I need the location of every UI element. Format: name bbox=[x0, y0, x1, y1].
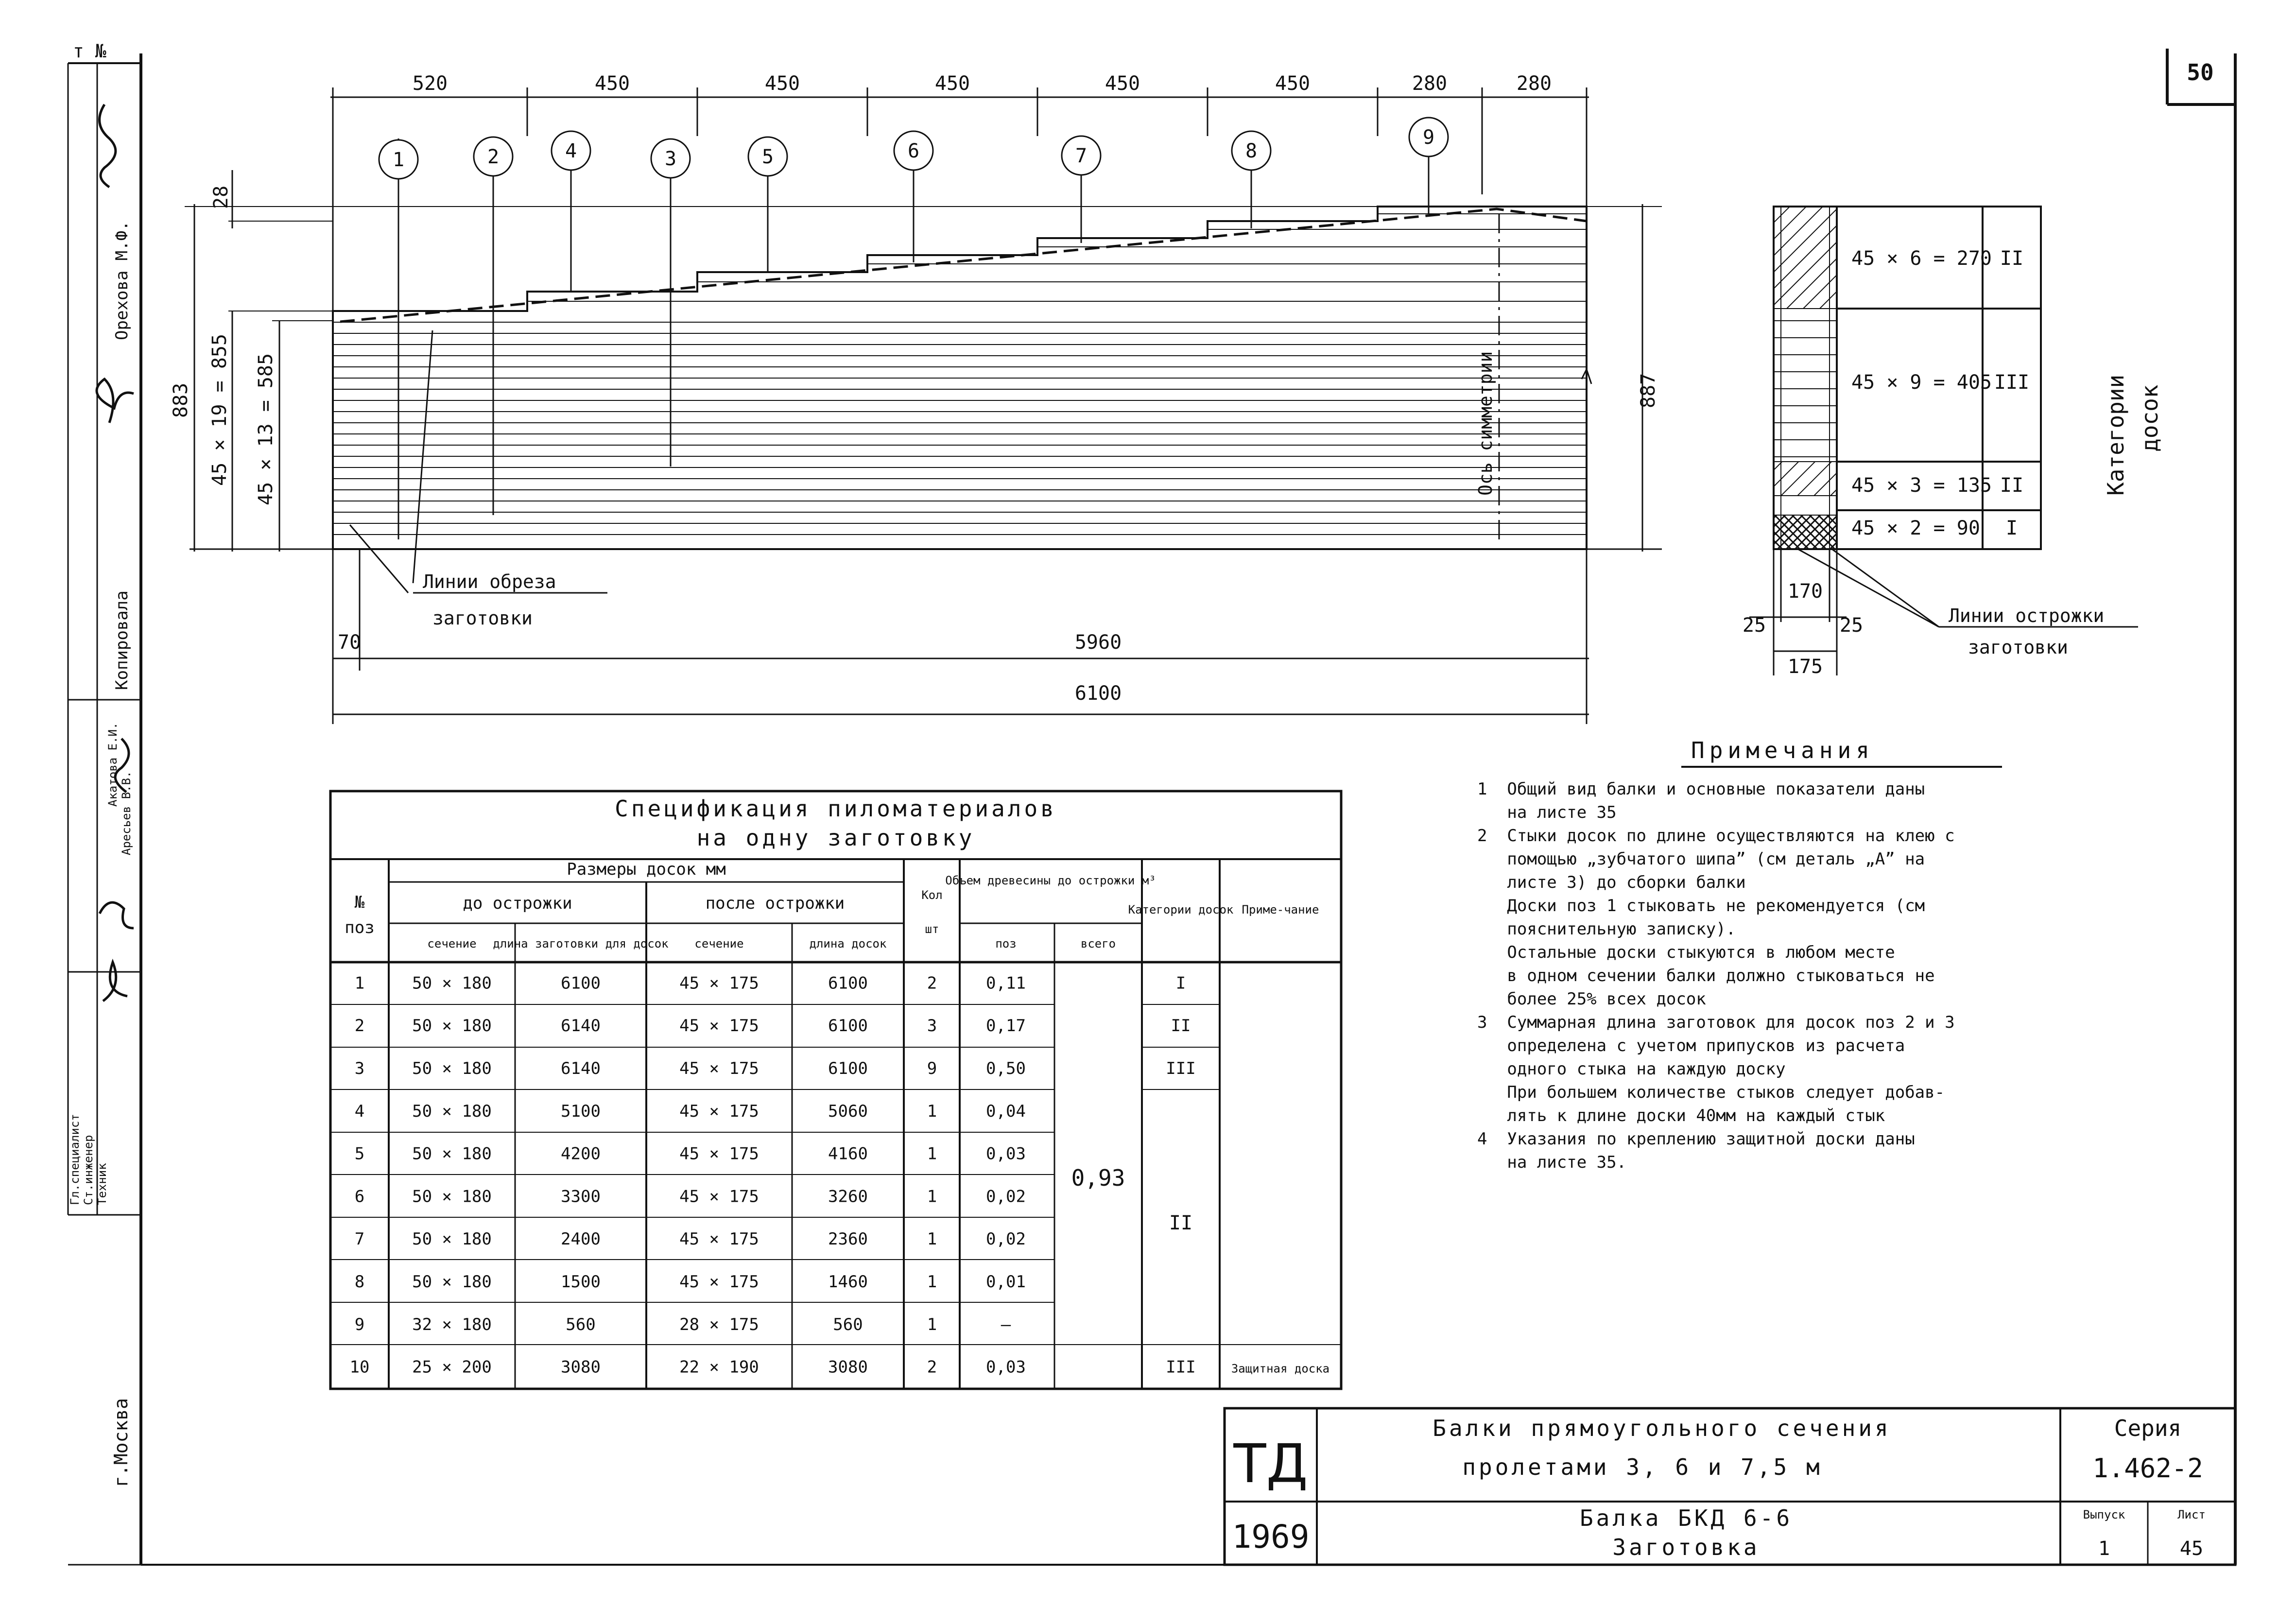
spec-header-note: Приме-чание bbox=[1242, 903, 1319, 916]
title-line-2: пролетами 3, 6 и 7,5 м bbox=[1462, 1454, 1823, 1480]
spec-header-no: № bbox=[354, 893, 365, 912]
spec-cell-len2: 2360 bbox=[828, 1229, 868, 1249]
spec-header-section-2: сечение bbox=[694, 937, 744, 950]
spec-cell-vol: 0,02 bbox=[986, 1229, 1026, 1249]
strip-role-copied: Копировала bbox=[112, 590, 132, 690]
section-vertical-label-2: досок bbox=[2137, 384, 2163, 452]
spec-cell-vol: 0,02 bbox=[986, 1187, 1026, 1207]
spec-cell-len1: 6140 bbox=[561, 1059, 601, 1079]
spec-cell-qty: 1 bbox=[927, 1229, 937, 1249]
note-line: Доски поз 1 стыковать не рекомендуется (см bbox=[1477, 896, 1925, 916]
spec-cell-sec1: 50 × 180 bbox=[412, 1059, 492, 1079]
series-label: Серия bbox=[2114, 1415, 2182, 1441]
spec-cell-len2: 6100 bbox=[828, 973, 868, 993]
spec-cell-pos: 9 bbox=[354, 1314, 365, 1334]
spec-cell-vol: 0,50 bbox=[986, 1059, 1026, 1079]
dim-883: 883 bbox=[170, 382, 192, 418]
note-line: листе 3) до сборки балки bbox=[1477, 873, 1746, 892]
section-dim-25b: 25 bbox=[1839, 614, 1864, 637]
cut-line-label-2: заготовки bbox=[432, 607, 533, 629]
spec-cell-len1: 3300 bbox=[561, 1187, 601, 1207]
spec-cell-pos: 3 bbox=[354, 1059, 365, 1079]
spec-cell-sec2: 45 × 175 bbox=[679, 1229, 759, 1249]
spec-cell-sec2: 45 × 175 bbox=[679, 1016, 759, 1036]
note-line: одного стыка на каждую доску bbox=[1477, 1059, 1786, 1079]
spec-cell-len1: 560 bbox=[566, 1314, 596, 1334]
spec-header-after: после острожки bbox=[705, 894, 845, 913]
strip-header: т № bbox=[73, 40, 106, 62]
spec-cell-qty: 2 bbox=[927, 973, 937, 993]
marker-9: 9 bbox=[1422, 126, 1435, 149]
subtitle-line-1: Балка БКД 6-6 bbox=[1579, 1505, 1793, 1531]
spec-header-length: длина досок bbox=[809, 937, 887, 950]
spec-cell-sec2: 45 × 175 bbox=[679, 1272, 759, 1292]
spec-table-grid bbox=[330, 791, 1341, 1389]
spec-cell-qty: 3 bbox=[927, 1016, 937, 1036]
spec-cell-sec1: 50 × 180 bbox=[412, 1229, 492, 1249]
top-dim-5: 450 bbox=[1105, 72, 1140, 95]
strip-city: г.Москва bbox=[110, 1398, 132, 1487]
spec-cell-sec2: 45 × 175 bbox=[679, 1144, 759, 1164]
cut-line-label: Линии обреза bbox=[423, 571, 556, 592]
top-dim-3: 450 bbox=[764, 72, 800, 95]
spec-table-body bbox=[350, 973, 1330, 1377]
spec-title-2: на одну заготовку bbox=[696, 825, 975, 851]
marker-7: 7 bbox=[1075, 145, 1088, 167]
spec-cell-pos: 4 bbox=[354, 1101, 365, 1121]
spec-cell-len1: 4200 bbox=[561, 1144, 601, 1164]
spec-cell-qty: 2 bbox=[927, 1357, 937, 1377]
spec-cell-len2: 1460 bbox=[828, 1272, 868, 1292]
spec-header-pos: поз bbox=[345, 918, 375, 937]
spec-cell-vol: 0,03 bbox=[986, 1357, 1026, 1377]
spec-cell-vol: 0,03 bbox=[986, 1144, 1026, 1164]
spec-cell-sec2: 22 × 190 bbox=[679, 1357, 759, 1377]
marker-1: 1 bbox=[392, 149, 405, 171]
spec-cell-len1: 5100 bbox=[561, 1101, 601, 1121]
note-line: 2 Стыки досок по длине осуществляются на клею с bbox=[1477, 826, 1955, 846]
spec-header-qty-unit: шт bbox=[925, 922, 939, 936]
spec-cell-vol: 0,01 bbox=[986, 1272, 1026, 1292]
note-line: более 25% всех досок bbox=[1477, 989, 1706, 1009]
strip-name-akatova: Акатова Е.И. bbox=[106, 722, 120, 807]
spec-cell-cat: I bbox=[1175, 973, 1186, 993]
spec-cell-sec1: 32 × 180 bbox=[412, 1314, 492, 1334]
spec-header-vol-pos: поз bbox=[995, 937, 1017, 950]
marker-6: 6 bbox=[907, 140, 920, 162]
notes-list bbox=[1477, 779, 1955, 1172]
marker-3: 3 bbox=[664, 148, 677, 170]
top-dim-8: 280 bbox=[1516, 72, 1552, 95]
section-dim-175: 175 bbox=[1787, 656, 1823, 678]
spec-cell-len1: 6140 bbox=[561, 1016, 601, 1036]
spec-cell-cat: III bbox=[1166, 1059, 1196, 1079]
spec-cell-note: Защитная доска bbox=[1231, 1362, 1330, 1376]
spec-cell-len2: 3260 bbox=[828, 1187, 868, 1207]
section-row-4-formula: 45 × 2 = 90 bbox=[1851, 517, 1980, 539]
note-line: 4 Указания по креплению защитной доски даны bbox=[1477, 1129, 1915, 1149]
section-row-1-category: II bbox=[2000, 247, 2024, 270]
dim-6100: 6100 bbox=[1074, 682, 1122, 705]
dim-5960: 5960 bbox=[1074, 631, 1122, 654]
spec-cell-sec2: 28 × 175 bbox=[679, 1314, 759, 1334]
note-line: определена с учетом припусков из расчета bbox=[1477, 1036, 1905, 1055]
section-row-4-category: I bbox=[2005, 517, 2018, 539]
note-line: на листе 35. bbox=[1477, 1153, 1627, 1172]
spec-cell-sec1: 50 × 180 bbox=[412, 1272, 492, 1292]
note-line: При большем количестве стыков следует добав- bbox=[1477, 1083, 1945, 1102]
spec-cell-cat: III bbox=[1166, 1357, 1196, 1377]
spec-header-category: Категории досок bbox=[1128, 903, 1234, 916]
spec-header-volume: Объем древесины до острожки м³ bbox=[945, 874, 1156, 887]
strip-name-orekhova: Орехова М.Ф. bbox=[112, 221, 132, 340]
note-line: на листе 35 bbox=[1477, 803, 1617, 822]
top-dim-7: 280 bbox=[1412, 72, 1448, 95]
spec-cell-qty: 1 bbox=[927, 1272, 937, 1292]
spec-cell-pos: 5 bbox=[354, 1144, 365, 1164]
spec-cell-sec2: 45 × 175 bbox=[679, 973, 759, 993]
spec-cell-pos: 8 bbox=[354, 1272, 365, 1292]
note-line: 1 Общий вид балки и основные показатели даны bbox=[1477, 779, 1925, 799]
spec-header-length-blank: длина заготовки для досок bbox=[493, 937, 669, 950]
spec-cell-qty: 9 bbox=[927, 1059, 937, 1079]
dim-70: 70 bbox=[338, 631, 362, 654]
spec-cell-qty: 1 bbox=[927, 1144, 937, 1164]
top-dim-6: 450 bbox=[1275, 72, 1311, 95]
strip-role-chief: Гл.специалист bbox=[68, 1114, 82, 1205]
title-year: 1969 bbox=[1232, 1518, 1310, 1555]
spec-cell-sec1: 25 × 200 bbox=[412, 1357, 492, 1377]
note-line: Остальные доски стыкуются в любом месте bbox=[1477, 943, 1895, 962]
spec-cell-pos: 2 bbox=[354, 1016, 365, 1036]
spec-header-section-1: сечение bbox=[427, 937, 477, 950]
spec-header-qty: Кол bbox=[921, 888, 943, 902]
spec-cell-sec2: 45 × 175 bbox=[679, 1101, 759, 1121]
section-vertical-label-1: Категории bbox=[2103, 374, 2129, 496]
spec-cell-len1: 2400 bbox=[561, 1229, 601, 1249]
spec-cell-vol: — bbox=[1001, 1314, 1011, 1334]
spec-merged-category: II bbox=[1169, 1212, 1193, 1234]
spec-cell-len1: 1500 bbox=[561, 1272, 601, 1292]
spec-cell-sec2: 45 × 175 bbox=[679, 1187, 759, 1207]
section-dim-25a: 25 bbox=[1742, 614, 1766, 637]
dim-28: 28 bbox=[210, 185, 232, 209]
spec-cell-qty: 1 bbox=[927, 1314, 937, 1334]
note-line: пояснительную записку). bbox=[1477, 919, 1736, 939]
marker-8: 8 bbox=[1245, 140, 1258, 162]
spec-cell-vol: 0,17 bbox=[986, 1016, 1026, 1036]
plane-line-label-1: Линии острожки bbox=[1949, 605, 2105, 626]
spec-cell-sec1: 50 × 180 bbox=[412, 1144, 492, 1164]
sheet-number: 50 bbox=[2187, 59, 2214, 86]
spec-title-1: Спецификация пиломатериалов bbox=[615, 795, 1057, 822]
issue-label: Выпуск bbox=[2083, 1508, 2125, 1521]
spec-cell-len1: 3080 bbox=[561, 1357, 601, 1377]
notes-title: Примечания bbox=[1691, 737, 1874, 763]
spec-cell-len2: 5060 bbox=[828, 1101, 868, 1121]
spec-cell-qty: 1 bbox=[927, 1187, 937, 1207]
spec-cell-sec1: 50 × 180 bbox=[412, 973, 492, 993]
dim-585: 45 × 13 = 585 bbox=[255, 353, 277, 505]
sheet-frame bbox=[141, 49, 2235, 1565]
title-line-1: Балки прямоугольного сечения bbox=[1433, 1415, 1891, 1441]
spec-cell-len1: 6100 bbox=[561, 973, 601, 993]
spec-cell-sec1: 50 × 180 bbox=[412, 1016, 492, 1036]
subtitle-line-2: Заготовка bbox=[1612, 1534, 1760, 1560]
sheet-value: 45 bbox=[2179, 1538, 2204, 1560]
section-dim-170: 170 bbox=[1787, 580, 1823, 603]
spec-cell-sec1: 50 × 180 bbox=[412, 1101, 492, 1121]
dim-887: 887 bbox=[1637, 373, 1659, 408]
spec-cell-pos: 7 bbox=[354, 1229, 365, 1249]
series-value: 1.462-2 bbox=[2092, 1453, 2203, 1484]
note-line: в одном сечении балки должно стыковаться не bbox=[1477, 966, 1935, 985]
spec-header-before: до острожки bbox=[463, 894, 572, 913]
section-row-1-formula: 45 × 6 = 270 bbox=[1851, 247, 1992, 270]
issue-value: 1 bbox=[2098, 1538, 2110, 1560]
spec-cell-pos: 1 bbox=[354, 973, 365, 993]
marker-4: 4 bbox=[565, 140, 577, 162]
note-line: 3 Суммарная длина заготовок для досок поз 2 и 3 bbox=[1477, 1013, 1955, 1032]
spec-cell-pos: 10 bbox=[349, 1357, 370, 1377]
spec-cell-len2: 6100 bbox=[828, 1059, 868, 1079]
beam-elevation bbox=[185, 87, 1662, 724]
plane-line-label-2: заготовки bbox=[1968, 637, 2068, 658]
spec-cell-sec1: 50 × 180 bbox=[412, 1187, 492, 1207]
spec-cell-qty: 1 bbox=[927, 1101, 937, 1121]
spec-header-vol-total: всего bbox=[1080, 937, 1116, 950]
spec-cell-vol: 0,04 bbox=[986, 1101, 1026, 1121]
spec-cell-vol: 0,11 bbox=[986, 973, 1026, 993]
spec-total-volume: 0,93 bbox=[1071, 1165, 1125, 1191]
note-line: помощью „зубчатого шипа” (см деталь „А” на bbox=[1477, 849, 1925, 869]
title-code: ТД bbox=[1233, 1433, 1308, 1495]
section-row-2-formula: 45 × 9 = 405 bbox=[1851, 371, 1992, 394]
dim-855: 45 × 19 = 855 bbox=[208, 333, 231, 486]
spec-cell-len2: 4160 bbox=[828, 1144, 868, 1164]
spec-cell-len2: 560 bbox=[833, 1314, 863, 1334]
section-row-3-formula: 45 × 3 = 135 bbox=[1851, 474, 1992, 497]
marker-5: 5 bbox=[761, 146, 774, 168]
strip-role-technician: Техник bbox=[95, 1163, 109, 1205]
symmetry-axis-label: Ось симметрии bbox=[1475, 351, 1496, 496]
section-row-2-category: III bbox=[1994, 371, 2030, 394]
section-row-3-category: II bbox=[2000, 474, 2024, 497]
top-dim-1: 520 bbox=[412, 72, 448, 95]
spec-cell-sec2: 45 × 175 bbox=[679, 1059, 759, 1079]
strip-role-engineer: Ст.инженер bbox=[82, 1135, 95, 1205]
top-dim-4: 450 bbox=[934, 72, 970, 95]
spec-cell-cat: II bbox=[1171, 1016, 1191, 1036]
strip-name-aresiev: Аресьев В.В. bbox=[120, 771, 133, 855]
spec-cell-len2: 6100 bbox=[828, 1016, 868, 1036]
spec-cell-len2: 3080 bbox=[828, 1357, 868, 1377]
spec-header-sizes: Размеры досок мм bbox=[567, 860, 726, 879]
note-line: лять к длине доски 40мм на каждый стык bbox=[1477, 1106, 1885, 1125]
top-dim-2: 450 bbox=[594, 72, 630, 95]
marker-2: 2 bbox=[487, 146, 500, 168]
spec-cell-pos: 6 bbox=[354, 1187, 365, 1207]
sheet-label: Лист bbox=[2177, 1508, 2206, 1521]
